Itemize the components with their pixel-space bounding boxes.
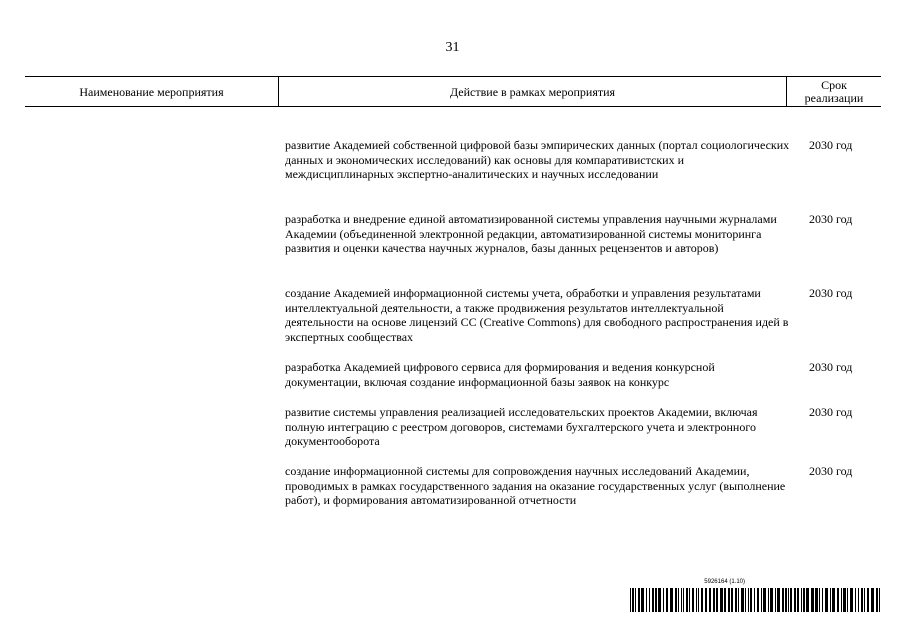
header-term-line1: Срок [821,78,847,92]
term-value: 2030 год [809,464,853,478]
action-text: создание информационной системы для сопровождения научных исследований Академии, проводимых в рамках государственного задания на оказание государственных услуг (выполнение работ), и формирования автоматизированной отчетности [285,464,786,508]
header-term-line2: реализации [804,91,864,105]
barcode-caption: 5926164 (1.10) [704,579,745,585]
document-barcode [630,579,880,613]
action-text: создание Академией информационной системы учета, обработки и управления результатами интеллектуальной деятельности, а также продвижения результатов интеллектуальной деятельности на основе лицензий CC (Creative Commons) для свободного распространения идей в экспертных сообществах [285,286,789,345]
header-rule-top [25,76,881,77]
term-value: 2030 год [809,405,853,419]
header-rule-bottom [25,106,881,107]
page-number: 31 [445,40,460,55]
term-value: 2030 год [809,360,853,374]
header-term [787,79,881,105]
action-text: разработка и внедрение единой автоматизированной системы управления научными журналами Академии (объединенной электронной редакции, автоматизированной системы мониторинга развития и оценки качества научных журналов, базы данных рецензентов и авторов) [285,212,777,256]
header-event-name: Наименование мероприятия [79,85,224,99]
action-text: разработка Академией цифрового сервиса для формирования и ведения конкурсной документации, включая создание информационной базы заявок на конкурс [285,360,715,389]
header-action: Действие в рамках мероприятия [449,85,616,99]
term-value: 2030 год [809,286,853,300]
action-text: развитие системы управления реализацией исследовательских проектов Академии, включая полную интеграцию с реестром договоров, системами бухгалтерского учета и электронного документооборота [285,405,758,449]
barcode-image [630,588,880,612]
action-text: развитие Академией собственной цифровой базы эмпирических данных (портал социологических данных и экономических исследований) как основы для компаративистских и междисциплинарных экспертно-аналитических и научных исследовании [285,138,790,182]
term-value: 2030 год [809,138,853,152]
term-value: 2030 год [809,212,853,226]
